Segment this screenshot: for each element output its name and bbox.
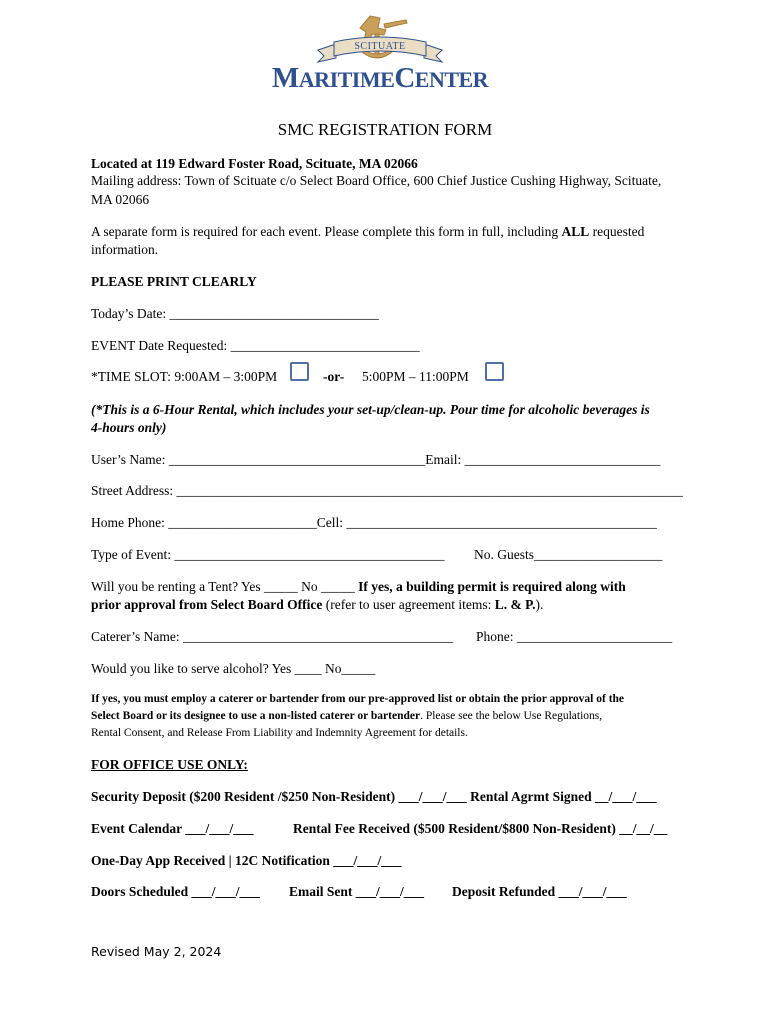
rental-note: (*This is a 6-Hour Rental, which includes your set-up/clean-up. Pour time for alcoholic beverages is bbox=[91, 402, 650, 417]
tent-approval-note: prior approval from Select Board Office bbox=[91, 597, 323, 612]
tent-ref-items: L. & P. bbox=[494, 597, 536, 612]
caterers-name-field[interactable]: Caterer’s Name: ________________________________________ bbox=[91, 629, 453, 644]
tent-ref-text: (refer to user agreement items: bbox=[322, 597, 495, 612]
tent-question[interactable] bbox=[91, 578, 626, 596]
intro-part2: requested bbox=[589, 224, 645, 239]
street-address-field[interactable]: Street Address: ___________________________________________________________________________ bbox=[91, 483, 683, 498]
logo-word1-cap: M bbox=[271, 62, 299, 94]
revision-date: Revised May 2, 2024 bbox=[91, 944, 222, 959]
alcohol-question[interactable]: Would you like to serve alcohol? Yes ____ No_____ bbox=[91, 661, 376, 676]
time-slot-morning-checkbox[interactable] bbox=[290, 362, 309, 381]
logo-word2-cap: C bbox=[394, 62, 415, 94]
logo-emblem-graphic bbox=[262, 12, 498, 68]
logo-wordmark bbox=[262, 62, 498, 96]
logo-word1-rest: ARITIME bbox=[298, 67, 395, 92]
location-line: Located at 119 Edward Foster Road, Scituate, MA 02066 bbox=[91, 156, 418, 171]
form-title: SMC REGISTRATION FORM bbox=[277, 120, 493, 139]
time-slot-label: *TIME SLOT: 9:00AM – 3:00PM bbox=[91, 369, 278, 384]
mailing-address-line: Mailing address: Town of Scituate c/o Select Board Office, 600 Chief Justice Cushing Highway, Scituate, bbox=[91, 173, 662, 188]
intro-text bbox=[91, 223, 644, 241]
tent-question-line2 bbox=[91, 596, 543, 614]
tent-question-text: Will you be renting a Tent? Yes _____ No _____ bbox=[91, 579, 359, 594]
rental-fee-field: Rental Fee Received ($500 Resident/$800 Non-Resident) __/__/__ bbox=[293, 821, 668, 836]
logo-word2-rest: ENTER bbox=[414, 67, 489, 92]
one-day-app-field: One-Day App Received | 12C Notification ___/___/___ bbox=[91, 853, 402, 868]
rental-note-line2: 4-hours only) bbox=[91, 420, 167, 435]
alcohol-note-line2 bbox=[91, 708, 602, 725]
email-sent-field: Email Sent ___/___/___ bbox=[289, 884, 425, 899]
time-slot-or: -or- bbox=[323, 369, 345, 384]
alcohol-note-bold: Select Board or its designee to use a non-listed caterer or bartender bbox=[91, 710, 421, 722]
alcohol-note-line1: If yes, you must employ a caterer or bartender from our pre-approved list or obtain the prior approval of the bbox=[91, 693, 625, 705]
todays-date-field[interactable]: Today’s Date: _______________________________ bbox=[91, 306, 379, 321]
intro-bold: ALL bbox=[561, 224, 590, 239]
tent-ref-end: ). bbox=[535, 597, 544, 612]
deposit-refunded-field: Deposit Refunded ___/___/___ bbox=[452, 884, 627, 899]
alcohol-note-line3: Rental Consent, and Release From Liability and Indemnity Agreement for details. bbox=[91, 727, 468, 739]
tent-permit-note: If yes, a building permit is required along with bbox=[358, 579, 626, 594]
alcohol-note-plain: . Please see the below Use Regulations, bbox=[420, 710, 603, 722]
mailing-address-line-2: MA 02066 bbox=[91, 192, 150, 207]
intro-part1: A separate form is required for each event. Please complete this form in full, including bbox=[91, 224, 562, 239]
time-slot-evening-label: 5:00PM – 11:00PM bbox=[362, 369, 469, 384]
no-guests-field[interactable]: No. Guests___________________ bbox=[474, 547, 663, 562]
event-calendar-field: Event Calendar ___/___/___ bbox=[91, 821, 254, 836]
doors-scheduled-field: Doors Scheduled ___/___/___ bbox=[91, 884, 260, 899]
users-name-email-field[interactable]: User’s Name: ______________________________________Email: _____________________________ bbox=[91, 452, 661, 467]
time-slot-evening-checkbox[interactable] bbox=[485, 362, 504, 381]
intro-text-line2: information. bbox=[91, 242, 159, 257]
home-phone-cell-field[interactable]: Home Phone: ______________________Cell: ______________________________________________ bbox=[91, 515, 657, 530]
event-date-field[interactable]: EVENT Date Requested: ____________________________ bbox=[91, 338, 420, 353]
print-clearly-heading: PLEASE PRINT CLEARLY bbox=[91, 274, 257, 289]
security-deposit-row: Security Deposit ($200 Resident /$250 Non-Resident) ___/___/___ Rental Agrmt Signed __/___/___ bbox=[91, 789, 657, 804]
logo-banner-word: SCITUATE bbox=[354, 41, 406, 52]
type-of-event-field[interactable]: Type of Event: ________________________________________ bbox=[91, 547, 445, 562]
caterer-phone-field[interactable]: Phone: _______________________ bbox=[476, 629, 673, 644]
maritime-center-logo bbox=[262, 12, 498, 96]
office-use-heading: FOR OFFICE USE ONLY: bbox=[91, 757, 248, 772]
